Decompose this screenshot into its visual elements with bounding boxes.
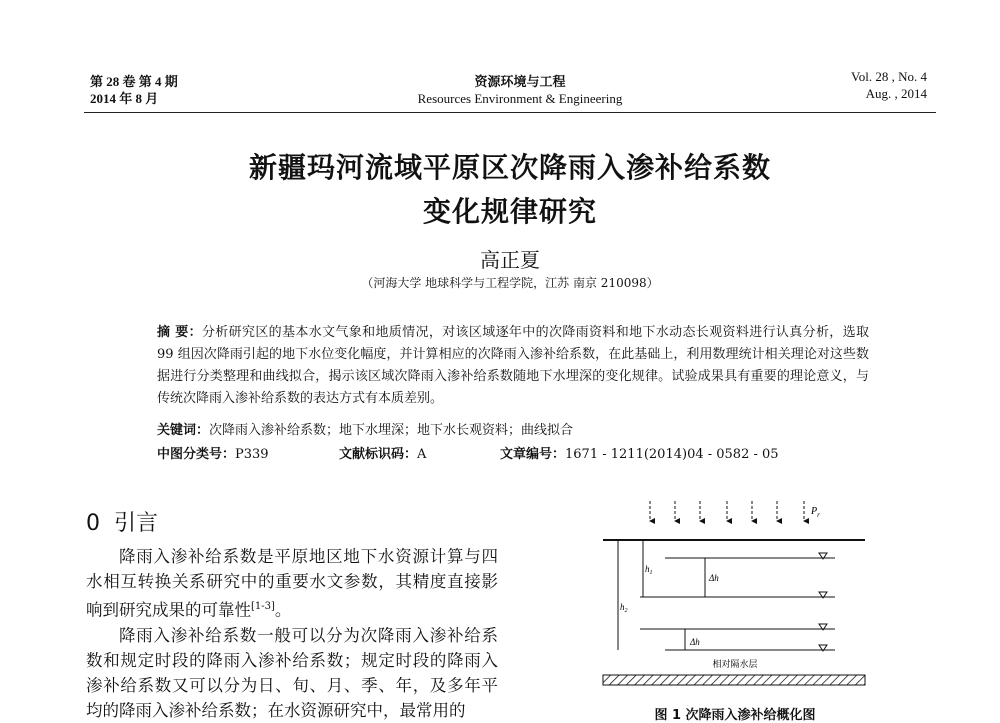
article-title-line2: 变化规律研究: [422, 195, 597, 228]
header-journal-cn: 资源环境与工程: [474, 74, 566, 89]
paragraph: [86, 544, 498, 623]
paragraph: 降雨入渗补给系数一般可以分为次降雨入渗补给系数和规定时段的降雨入渗补给系数；规定时段的降雨入渗补给系数又可以分为日、旬、月、季、年，及多年平均的降雨入渗补给系数；在水资源研究中，最常用的: [86, 625, 498, 720]
header-rule: [84, 112, 936, 113]
header-volume-issue: 第 28 卷 第 4 期: [90, 74, 178, 89]
water-table-marks: [819, 553, 827, 651]
keywords-text: 次降雨入渗补给系数；地下水埋深；地下水长观资料；曲线拟合: [209, 423, 574, 438]
article-number-value: 1671 - 1211(2014)04 - 0582 - 05: [565, 447, 779, 462]
label-aquitard: 相对隔水层: [712, 659, 758, 669]
clc-code: [157, 443, 269, 462]
doc-code-value: A: [417, 447, 427, 462]
clc-label: 中图分类号：: [157, 447, 236, 462]
rain-arrows: [650, 501, 804, 521]
water-levels: [640, 558, 835, 650]
aquitard-layer: [603, 675, 865, 685]
section-body: [86, 544, 498, 723]
article-author: 高正夏: [480, 248, 540, 272]
citation: [1-3]: [251, 601, 275, 612]
header-date-cn: 2014 年 8 月: [90, 91, 159, 106]
label-h1: $h_1$: [645, 564, 653, 576]
label-dh-lower: Δh: [690, 637, 700, 647]
abstract-label: 摘 要：: [157, 325, 202, 340]
label-dh-upper: Δh: [709, 573, 719, 583]
section-heading: [86, 506, 158, 537]
article-number: [500, 443, 779, 462]
header-journal-block: [380, 73, 660, 107]
article-title-line1: 新疆玛河流域平原区次降雨入渗补给系数: [248, 151, 771, 184]
header-journal-en: Resources Environment & Engineering: [417, 91, 623, 106]
figure-recharge-diagram: [595, 495, 875, 695]
figure-caption: 图 1 次降雨入渗补给概化图: [654, 708, 816, 723]
header-volume-block: [90, 73, 178, 107]
label-h2: $h_2$: [620, 602, 628, 614]
doc-code: [339, 443, 426, 462]
label-p: $P_r$: [811, 506, 820, 519]
article-number-label: 文章编号：: [500, 447, 566, 462]
section-number: 0: [86, 511, 100, 536]
keywords-label: 关键词：: [157, 423, 210, 438]
keywords: [157, 419, 573, 438]
header-volume-en-block: [851, 68, 927, 102]
article-affiliation: （河海大学 地球科学与工程学院，江苏 南京 210098）: [361, 276, 659, 290]
paragraph-end: 。: [274, 600, 292, 620]
doc-code-label: 文献标识码：: [339, 447, 418, 462]
header-volume-en: Vol. 28 , No. 4: [851, 69, 927, 84]
paragraph-text: 降雨入渗补给系数是平原地区地下水资源计算与四水相互转换关系研究中的重要水文参数，其精度直接影响到研究成果的可靠性: [86, 547, 498, 620]
abstract-text: 分析研究区的基本水文气象和地质情况，对该区域逐年中的次降雨资料和地下水动态长观资料进行认真分析，选取 99 组因次降雨引起的地下水位变化幅度，并计算相应的次降雨入渗补给系数，在此基础上，利用数理统计相关理论对这些数据进行分类整理和曲线拟合，揭示该区域次降雨入渗补给系数随地下水埋深的变化规律。试验成果具有重要的理论意义，与传统次降雨入渗补给系数的表达方式有本质差别。: [157, 325, 869, 406]
section-title: 引言: [114, 511, 159, 536]
clc-value: P339: [235, 447, 269, 462]
abstract: [157, 322, 869, 410]
header-date-en: Aug. , 2014: [865, 86, 927, 101]
